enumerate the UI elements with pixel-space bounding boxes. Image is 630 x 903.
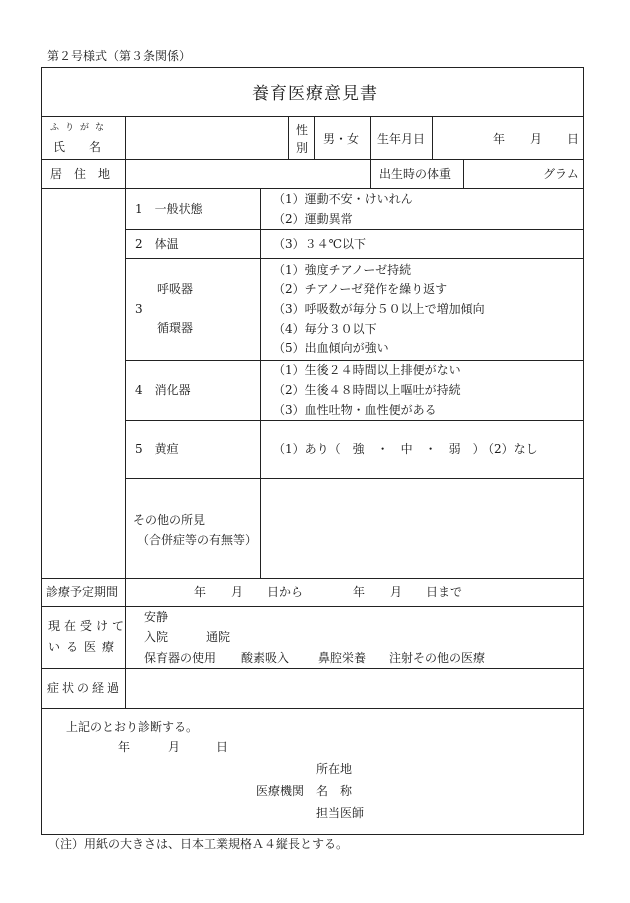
furigana-label: ふりがな: [50, 123, 111, 133]
progress-label: 症状の経過: [47, 681, 123, 695]
institution-location-label: 所在地: [316, 762, 353, 776]
table-rule: [463, 159, 464, 188]
table-rule: [125, 360, 584, 361]
table-rule: [41, 668, 584, 669]
care-inpatient[interactable]: 入院: [144, 630, 169, 644]
table-rule: [125, 420, 584, 421]
finding-circulatory-label: 循環器: [157, 321, 194, 335]
finding-option[interactable]: （4）毎分３０以下: [273, 322, 377, 336]
finding-option[interactable]: （2）生後４８時間以上嘔吐が持続: [273, 383, 461, 397]
schedule-to-month: 月: [390, 585, 403, 599]
form-title: 養育医療意見書: [252, 84, 378, 104]
dob-month: 月: [530, 132, 543, 146]
finding-jaundice-label: 5 黄疸: [135, 442, 179, 456]
other-findings-sublabel: （合併症等の有無等）: [137, 533, 258, 547]
name-field[interactable]: [126, 119, 287, 158]
care-injection[interactable]: 注射その他の医療: [389, 651, 486, 665]
progress-field[interactable]: [126, 670, 583, 707]
dob-year: 年: [493, 132, 506, 146]
table-rule: [125, 229, 584, 230]
care-rest[interactable]: 安静: [144, 610, 169, 624]
finding-option[interactable]: （2）なし: [482, 442, 538, 456]
finding-respiratory-label: 呼吸器: [157, 282, 194, 296]
schedule-to-suffix: 日まで: [426, 585, 463, 599]
finding-general-label: 1 一般状態: [135, 202, 203, 216]
birth-weight-unit: グラム: [543, 167, 579, 181]
birth-weight-label: 出生時の体重: [379, 167, 452, 181]
declaration-year: 年: [118, 740, 131, 754]
dob-label: 生年月日: [377, 132, 426, 146]
address-label: 居 住 地: [50, 167, 111, 181]
finding-option[interactable]: （2）チアノーゼ発作を繰り返す: [273, 282, 448, 296]
sex-label-2: 別: [296, 141, 309, 155]
form-number-label: 第２号様式（第３条関係）: [47, 49, 192, 63]
schedule-from-suffix: 日から: [267, 585, 304, 599]
table-rule: [125, 478, 584, 479]
declaration-month: 月: [168, 740, 181, 754]
finding-option[interactable]: （1）強度チアノーゼ持続: [273, 263, 412, 277]
institution-label: 医療機関: [256, 784, 305, 798]
care-incubator[interactable]: 保育器の使用: [144, 651, 217, 665]
finding-option[interactable]: （1）あり（ 強 ・ 中 ・ 弱 ）: [273, 442, 485, 456]
name-label: 氏 名: [53, 140, 102, 154]
finding-option[interactable]: （5）出血傾向が強い: [273, 341, 389, 355]
finding-respiratory-number: 3: [135, 302, 143, 316]
schedule-from-year: 年: [194, 585, 207, 599]
sex-label: 性: [296, 123, 309, 137]
table-rule: [41, 578, 584, 579]
schedule-label: 診療予定期間: [46, 585, 119, 599]
institution-name-label: 名 称: [316, 784, 353, 798]
finding-option[interactable]: （1）運動不安・けいれん: [273, 192, 413, 206]
care-nasal[interactable]: 鼻腔栄養: [318, 651, 367, 665]
finding-option[interactable]: （1）生後２４時間以上排便がない: [273, 363, 461, 377]
current-care-label-2: いる医療: [48, 640, 121, 654]
finding-option[interactable]: （3）３４℃以下: [273, 237, 367, 251]
finding-option[interactable]: （3）血性吐物・血性便がある: [273, 403, 437, 417]
dob-day: 日: [567, 132, 580, 146]
declaration-day: 日: [216, 740, 229, 754]
table-rule: [288, 116, 289, 159]
declaration-text: 上記のとおり診断する。: [66, 720, 199, 734]
table-rule: [314, 116, 315, 159]
care-oxygen[interactable]: 酸素吸入: [241, 651, 290, 665]
schedule-to-year: 年: [353, 585, 366, 599]
other-findings-label: その他の所見: [133, 513, 206, 527]
table-rule: [41, 116, 584, 117]
finding-option[interactable]: （2）運動異常: [273, 212, 353, 226]
sex-value[interactable]: 男・女: [323, 132, 360, 146]
care-outpatient[interactable]: 通院: [206, 630, 231, 644]
current-care-label: 現在受けて: [48, 619, 129, 633]
address-field[interactable]: [126, 161, 369, 187]
table-rule: [41, 188, 584, 189]
doctor-label: 担当医師: [316, 806, 365, 820]
footnote: （注）用紙の大きさは、日本工業規格Ａ４縦長とする。: [48, 837, 349, 851]
table-rule: [41, 606, 584, 607]
schedule-from-month: 月: [231, 585, 244, 599]
table-rule: [370, 116, 371, 188]
table-rule: [41, 159, 584, 160]
other-findings-field[interactable]: [261, 480, 583, 577]
finding-temperature-label: 2 体温: [135, 237, 179, 251]
finding-digestive-label: 4 消化器: [135, 383, 191, 397]
table-rule: [432, 116, 433, 159]
finding-option[interactable]: （3）呼吸数が毎分５０以上で増加傾向: [273, 302, 485, 316]
table-rule: [41, 708, 584, 709]
table-rule: [125, 258, 584, 259]
